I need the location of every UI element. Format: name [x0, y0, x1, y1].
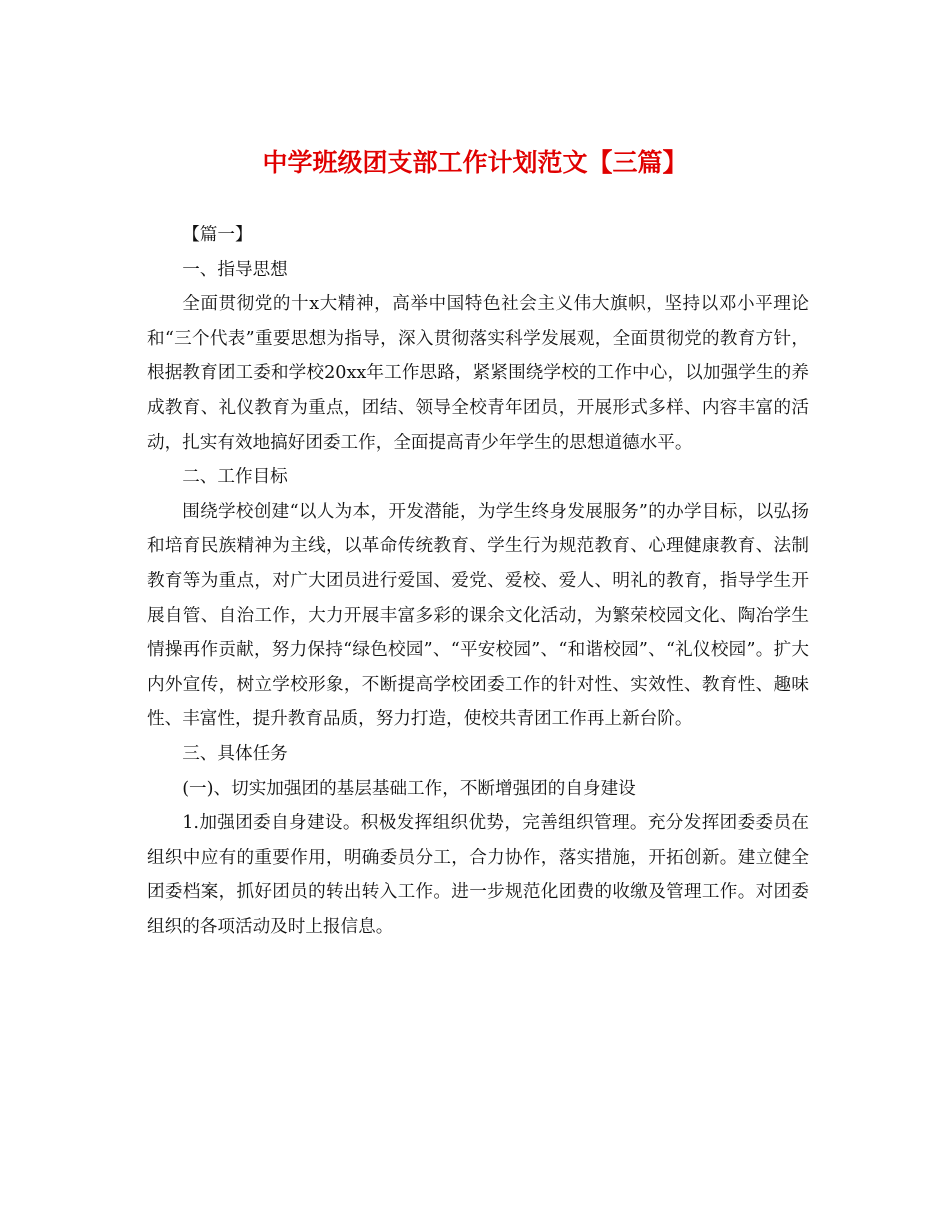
paragraph-work-goals: 围绕学校创建“以人为本，开发潜能，为学生终身发展服务”的办学目标，以弘扬和培育民族精神为主线，以革命传统教育、学生行为规范教育、心理健康教育、法制教育等为重点，对广大团员进行爱国、爱党、爱校、爱人、明礼的教育，指导学生开展自管、自治工作，大力开展丰富多彩的课余文化活动，为繁荣校园文化、陶冶学生情操再作贡献，努力保持“绿色校园”、“平安校园”、“和谐校园”、“礼仪校园”。扩大内外宣传，树立学校形象，不断提高学校团委工作的针对性、实效性、教育性、趣味性、丰富性，提升教育品质，努力打造，使校共青团工作再上新台阶。 — [147, 501, 809, 730]
document-body — [147, 218, 809, 944]
paragraph-guiding-ideology: 全面贯彻党的十x大精神，高举中国特色社会主义伟大旗帜，坚持以邓小平理论和“三个代表”重要思想为指导，深入贯彻落实科学发展观，全面贯彻党的教育方针，根据教育团工委和学校20xx年工作思路，紧紧围绕学校的工作中心，以加强学生的养成教育、礼仪教育为重点，团结、领导全校青年团员，开展形式多样、内容丰富的活动，扎实有效地搞好团委工作，全面提高青少年学生的思想道德水平。 — [147, 294, 809, 453]
heading-guiding-ideology: 一、指导思想 — [182, 259, 288, 280]
subheading-task-one: (一)、切实加强团的基层基础工作，不断增强团的自身建设 — [182, 778, 636, 799]
document-title: 中学班级团支部工作计划范文【三篇】 — [262, 148, 688, 177]
section-label-part-one: 【篇一】 — [182, 225, 253, 245]
heading-work-goals: 二、工作目标 — [182, 467, 288, 488]
heading-specific-tasks: 三、具体任务 — [182, 743, 288, 764]
paragraph-task-one-item-one: 1.加强团委自身建设。积极发挥组织优势，完善组织管理。充分发挥团委委员在组织中应有的重要作用，明确委员分工，合力协作，落实措施，开拓创新。建立健全团委档案，抓好团员的转出转入工作。进一步规范化团费的收缴及管理工作。对团委组织的各项活动及时上报信息。 — [147, 813, 809, 937]
